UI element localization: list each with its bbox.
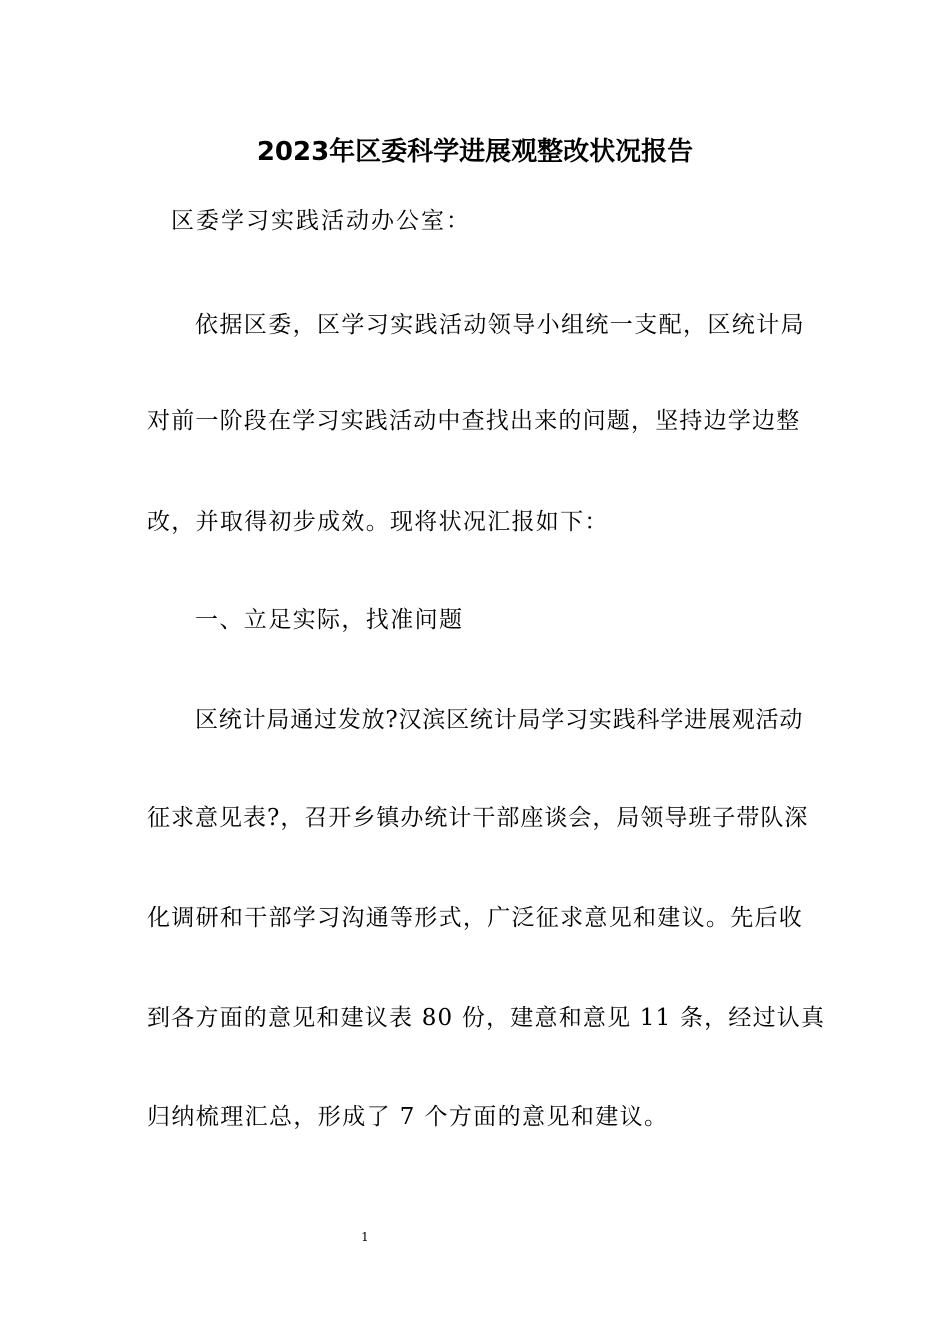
section-heading: 一、立足实际，找准问题 — [195, 607, 464, 633]
page-number: 1 — [361, 1230, 369, 1244]
paragraph-line: 征求意见表?，召开乡镇办统计干部座谈会，局领导班子带队深 — [147, 805, 809, 831]
salutation-line: 区委学习实践活动办公室： — [171, 208, 471, 234]
paragraph-line: 化调研和干部学习沟通等形式，广泛征求意见和建议。先后收 — [147, 905, 804, 931]
paragraph-line: 改，并取得初步成效。现将状况汇报如下： — [147, 509, 609, 535]
paragraph-line: 到各方面的意见和建议表 80 份，建意和意见 11 条，经过认真 — [147, 1005, 826, 1031]
paragraph-line: 归纳梳理汇总，形成了 7 个方面的意见和建议。 — [147, 1104, 669, 1130]
paragraph-line: 对前一阶段在学习实践活动中查找出来的问题，坚持边学边整 — [147, 408, 801, 434]
paragraph-line: 依据区委，区学习实践活动领导小组统一支配，区统计局 — [195, 312, 805, 338]
document-title: 2023年区委科学进展观整改状况报告 — [256, 137, 694, 167]
paragraph-line: 区统计局通过发放?汉滨区统计局学习实践科学进展观活动 — [195, 707, 804, 733]
